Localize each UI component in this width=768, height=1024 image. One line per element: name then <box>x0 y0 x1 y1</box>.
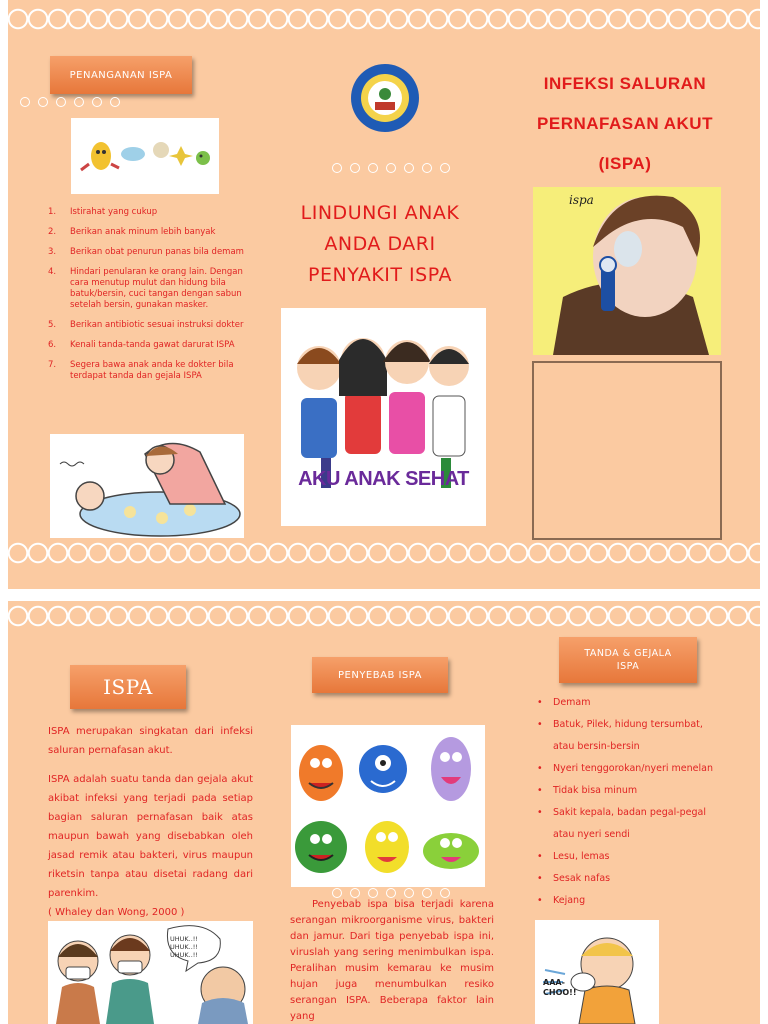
penanganan-steps-list <box>48 207 260 391</box>
ispa-banner-label: ISPA <box>103 675 153 699</box>
ispa-child-nebulizer-photo <box>533 187 721 355</box>
germs-illustration <box>71 118 219 194</box>
penanganan-ispa-banner <box>50 56 192 94</box>
tanda-gejala-banner <box>559 637 697 683</box>
germs-monsters-illustration <box>291 725 485 887</box>
brochure-inner-page <box>8 601 760 1024</box>
brochure-outer-page <box>8 0 760 589</box>
coughing-people-illustration <box>48 921 253 1024</box>
ispa-banner <box>70 665 186 709</box>
step-item: 3. Berikan obat penurun panas bila demam <box>48 247 244 257</box>
symptom-item: • Kejang <box>537 895 586 906</box>
scallop-border-top <box>8 8 760 30</box>
tanda-gejala-label-2: ISPA <box>616 661 640 672</box>
kids-caption: AKU ANAK SEHAT <box>298 468 469 490</box>
school-logo <box>345 62 425 134</box>
symptom-item: atau nyeri sendi <box>553 829 630 840</box>
penyebab-ispa-label: PENYEBAB ISPA <box>337 669 423 681</box>
step-item: 4. Hindari penularan ke orang lain. Dengan cara menutup mulut dan hidung bila batuk/bersin, cuci tangan dengan sabun setelah bersin, gunakan masker. <box>48 267 243 310</box>
scallop-border-top-2 <box>8 605 760 627</box>
healthy-kids-illustration <box>281 308 486 526</box>
sick-child-illustration <box>50 434 244 538</box>
penyebab-text: Penyebab ispa bisa terjadi karena serangan mikroorganisme virus, bakteri dan jamur. Dari tiga penyebab ispa ini, viruslah yang sering menimbulkan ispa. Peralihan musim kemarau ke musim hujan juga menumbulkan resiko serangan ISPA. Beberapa faktor lain yang <box>290 899 494 1022</box>
ispa-photo-label: ispa <box>569 193 594 207</box>
sneeze-text: AAA- CHOO!! <box>543 978 577 997</box>
symptom-item: • Lesu, lemas <box>537 851 610 862</box>
scallop-border-bottom <box>8 542 760 564</box>
symptom-item: • Sesak nafas <box>537 873 611 884</box>
symptom-item: • Sakit kepala, badan pegal-pegal <box>537 807 707 818</box>
empty-frame-box <box>532 361 722 540</box>
symptoms-list <box>537 692 752 912</box>
brochure-title: INFEKSI SALURAN PERNAFASAN AKUT (ISPA) <box>537 74 713 173</box>
penyebab-ispa-banner <box>312 657 448 693</box>
step-item: 7. Segera bawa anak anda ke dokter bila terdapat tanda dan gejala ISPA <box>48 360 234 381</box>
penanganan-ispa-label: PENANGANAN ISPA <box>69 69 173 81</box>
symptom-item: atau bersin-bersin <box>553 741 640 752</box>
step-item: 5. Berikan antibiotic sesuai instruksi dokter <box>48 320 244 330</box>
ispa-definition-text: ISPA merupakan singkatan dari infeksi saluran pernafasan akut. ISPA adalah suatu tanda dan gejala akut akibat infeksi yang terjadi pada setiap bagian saluran pernafasan baik atas maupun bawah yang disebabkan oleh jasad remik atau bakteri, virus maupun riketsin tanpa atau disetai radang dari parenkim. ( Whaley dan Wong, 2000 ) <box>48 726 253 918</box>
symptom-item: • Nyeri tenggorokan/nyeri menelan <box>537 763 713 774</box>
cough-bubble-text: UHUK..!! UHUK..!! UHUK..!! <box>170 935 199 959</box>
protect-children-headline: LINDUNGI ANAK ANDA DARI PENYAKIT ISPA <box>300 202 460 286</box>
step-item: 2. Berikan anak minum lebih banyak <box>48 227 216 237</box>
dot-row-middle <box>332 163 450 173</box>
sneezing-child-illustration <box>535 920 659 1024</box>
step-item: 6. Kenali tanda-tanda gawat darurat ISPA <box>48 340 235 350</box>
symptom-item: • Batuk, Pilek, hidung tersumbat, <box>537 719 703 730</box>
dot-row-left <box>20 97 120 107</box>
symptom-item: • Demam <box>537 697 591 708</box>
symptom-item: • Tidak bisa minum <box>537 785 638 796</box>
step-item: 1. Istirahat yang cukup <box>48 207 158 217</box>
tanda-gejala-label: TANDA & GEJALA <box>584 648 672 659</box>
